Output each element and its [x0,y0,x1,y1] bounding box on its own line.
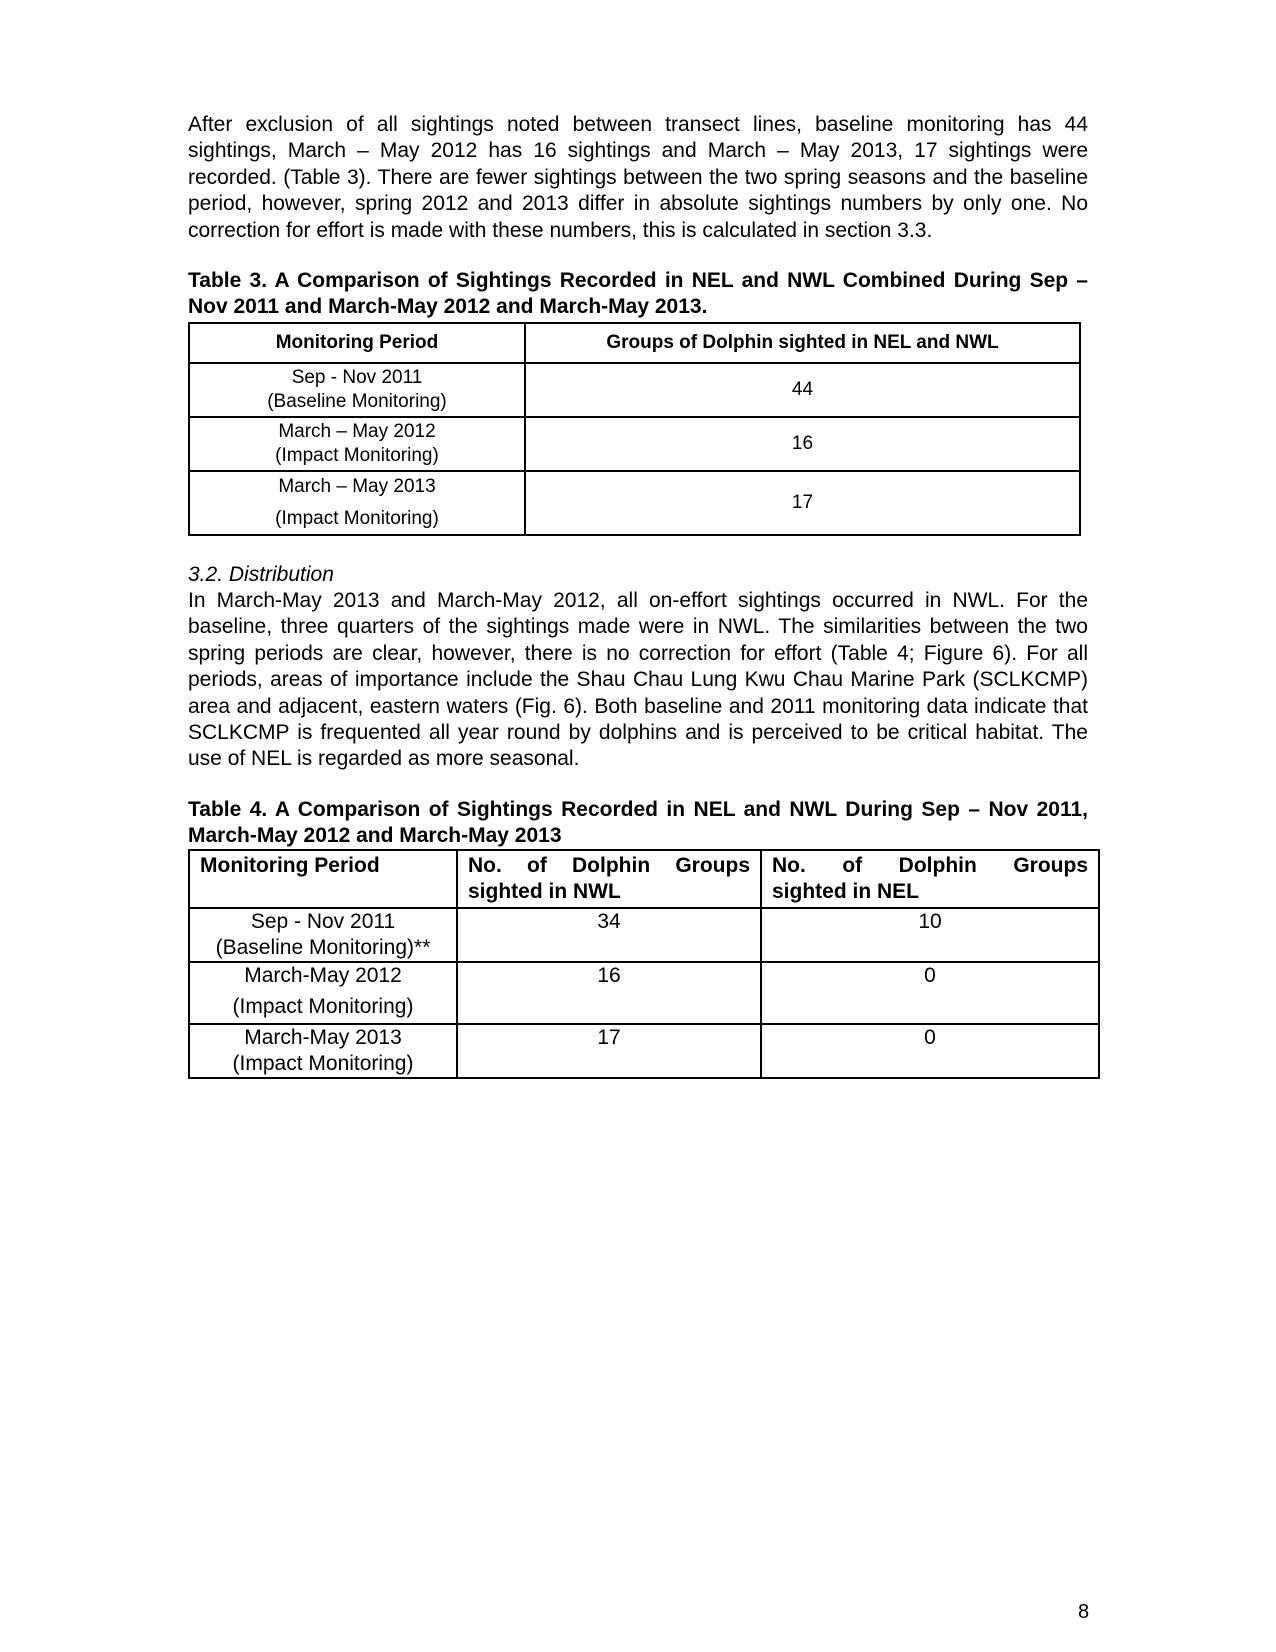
table4-header-nel [761,850,1099,908]
period-type: (Impact Monitoring) [275,508,439,530]
header-nwl-line1: No. of Dolphin Groups [468,853,750,877]
table-row [189,1024,1099,1078]
table4-cell-nel: 10 [761,908,1099,962]
table4-cell-nwl: 16 [457,962,761,1024]
table4-header-row [189,850,1099,908]
table-row [189,363,1080,417]
table4-cell-period [189,908,457,962]
table4-header-period [189,850,457,908]
table3-header-groups: Groups of Dolphin sighted in NEL and NWL [525,323,1080,363]
header-nwl-line2: sighted in NWL [468,879,621,903]
table3-cell-value: 16 [525,417,1080,471]
table-row [189,962,1099,1024]
period-type: (Baseline Monitoring) [267,391,447,413]
table3-cell-period [189,417,525,471]
table-row [189,417,1080,471]
table4-cell-nwl: 34 [457,908,761,962]
period-type: (Impact Monitoring) [232,994,414,1018]
table4-cell-period [189,962,457,1024]
header-period-label: Monitoring Period [200,853,380,877]
table4-cell-nel: 0 [761,962,1099,1024]
period-type: (Impact Monitoring) [232,1051,414,1075]
table3-cell-period [189,363,525,417]
document-page [188,112,1088,1079]
table4-cell-nel: 0 [761,1024,1099,1078]
table3-cell-value: 44 [525,363,1080,417]
period-label: Sep - Nov 2011 [291,367,423,389]
table3-header-period: Monitoring Period [189,323,525,363]
intro-paragraph: After exclusion of all sightings noted between transect lines, baseline monitoring has 44 sightings, March – May 2012 has 16 sightings and March – May 2013, 17 sightings were recorded. (Table 3). There are fewer sightings between the two spring seasons and the baseline period, however, spring 2012 and 2013 differ in absolute sightings numbers by only one. No correction for effort is made with these numbers, this is calculated in section 3.3. [188,113,1088,242]
table4-header-nwl [457,850,761,908]
period-label: March-May 2013 [244,1025,402,1049]
table4 [188,849,1100,1079]
period-label: March – May 2013 [278,476,436,498]
table3 [188,322,1081,536]
page-number: 8 [1078,1601,1090,1623]
table3-cell-value: 17 [525,471,1080,535]
header-nel-line2: sighted in NEL [772,879,919,903]
table4-cell-nwl: 17 [457,1024,761,1078]
period-type: (Baseline Monitoring)** [215,935,431,959]
header-nel-line1: No. of Dolphin Groups [772,853,1088,877]
table3-caption: Table 3. A Comparison of Sightings Recorded in NEL and NWL Combined During Sep – Nov 2011 and March-May 2012 and March-May 2013. [188,269,1088,319]
table4-caption: Table 4. A Comparison of Sightings Recorded in NEL and NWL During Sep – Nov 2011, March-May 2012 and March-May 2013 [188,797,1088,847]
period-label: March – May 2012 [278,421,436,443]
section-paragraph: In March-May 2013 and March-May 2012, all on-effort sightings occurred in NWL. For the baseline, three quarters of the sightings made were in NWL. The similarities between the two spring periods are clear, however, there is no correction for effort (Table 4; Figure 6). For all periods, areas of importance include the Shau Chau Lung Kwu Chau Marine Park (SCLKCMP) area and adjacent, eastern waters (Fig. 6). Both baseline and 2011 monitoring data indicate that SCLKCMP is frequented all year round by dolphins and is perceived to be critical habitat. The use of NEL is regarded as more seasonal. [188,589,1088,771]
period-label: March-May 2012 [244,963,402,987]
table-row [189,471,1080,535]
table3-header-row [189,323,1080,363]
section-title: 3.2. Distribution [188,563,334,587]
period-type: (Impact Monitoring) [275,445,439,467]
table4-cell-period [189,1024,457,1078]
period-label: Sep - Nov 2011 [250,909,396,933]
table3-cell-period [189,471,525,535]
table-row [189,908,1099,962]
